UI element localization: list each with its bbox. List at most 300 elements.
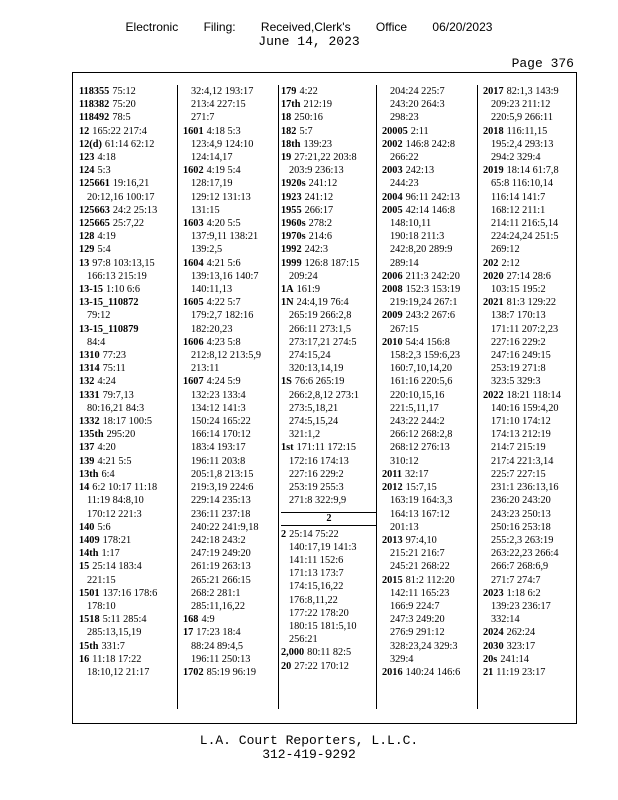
index-refs-continued: 139:13,16 140:7 [191,270,259,282]
index-refs-continued: 328:23,24 329:3 [390,640,458,652]
index-entry [79,283,175,296]
index-term: 2009 [382,310,403,322]
index-refs-continued: 265:21 266:15 [191,574,251,586]
index-entry [79,481,175,494]
index-entry [191,85,279,98]
index-refs: 262:24 [506,627,536,639]
index-refs: 171:11 172:15 [296,442,356,454]
index-refs: 2:12 [501,257,520,269]
index-refs: 19:16,21 [112,178,150,190]
index-term: 1992 [281,244,302,256]
index-refs: 75:20 [112,99,136,111]
index-term: 2006 [382,270,403,282]
index-refs-continued: 215:21 216:7 [390,548,445,560]
index-refs-continued: 137:9,11 138:21 [191,231,259,243]
index-refs: 250:16 [294,112,323,124]
index-term: 2018 [483,125,504,137]
index-refs: 161:9 [296,284,321,296]
index-refs-continued: 128:17,19 [191,178,233,190]
column-divider [177,85,178,709]
index-column-5 [483,85,579,709]
index-entry [382,574,478,587]
index-refs-continued: 140:11,13 [191,284,233,296]
index-refs: 1:18 6:2 [506,587,541,599]
index-term: 1601 [183,125,204,137]
index-refs-continued: 227:16 229:2 [289,468,344,480]
index-refs: 243:2 267:6 [405,310,456,322]
index-refs-continued: 163:19 164:3,3 [390,495,453,507]
index-entry [79,389,175,402]
index-term: 118382 [79,99,110,111]
index-entry [79,125,175,138]
index-entry [79,98,175,111]
index-term: 1518 [79,614,100,626]
index-refs-continued: 229:14 235:13 [191,495,251,507]
index-refs-continued: 139:2,5 [191,244,223,256]
index-refs: 17:23 18:4 [196,627,241,639]
index-refs-continued: 243:20 264:3 [390,99,445,111]
index-refs: 75:12 [112,86,136,97]
index-entry [79,296,175,309]
index-refs: 137:16 178:6 [102,587,158,599]
reporter-phone: 312-419-9292 [262,747,356,762]
index-refs: 5:4 [97,244,111,256]
index-refs-continued: 231:1 236:13,16 [491,482,559,494]
index-refs-continued: 209:23 211:12 [491,99,551,111]
index-refs: 4:21 5:5 [97,455,132,467]
index-refs-continued: 179:2,7 182:16 [191,310,254,322]
index-term: 1603 [183,218,204,230]
index-refs-continued: 268:12 276:13 [390,442,450,454]
index-entry [382,666,478,679]
index-refs: 61:14 62:12 [104,138,155,150]
index-refs: 15:7,15 [405,482,437,494]
index-entry [483,257,579,270]
index-refs: 4:22 [299,86,318,97]
index-entry [79,204,175,217]
index-refs-continued: 271:7 274:7 [491,574,541,586]
index-refs-continued: 168:12 211:1 [491,204,546,216]
index-refs-continued: 205:1,8 213:15 [191,468,254,480]
index-entry [281,151,377,164]
index-refs-continued: 263:22,23 266:4 [491,548,559,560]
index-refs-continued: 217:4 221:3,14 [491,455,554,467]
index-refs-continued: 268:2 281:1 [191,587,241,599]
index-entry [79,349,175,362]
index-refs-continued: 227:16 229:2 [491,336,546,348]
index-term: 20s [483,653,498,665]
index-refs: 212:19 [303,99,333,111]
index-entry [281,257,377,270]
column-divider [376,85,377,709]
index-refs-continued: 213:4 227:15 [191,99,246,111]
index-refs: 4:21 5:6 [206,257,241,269]
index-refs: 11:18 17:22 [92,653,142,665]
index-entry [79,151,175,164]
index-term: 2 [281,528,287,540]
index-refs: 242:3 [304,244,329,256]
index-refs: 4:9 [201,614,215,626]
index-refs-continued: 166:14 170:12 [191,429,251,441]
index-refs: 4:23 5:8 [206,336,241,348]
index-term: 1S [281,376,292,388]
index-refs: 27:22 170:12 [294,660,349,672]
index-refs-continued: 273:17,21 274:5 [289,336,357,348]
index-refs-continued: 274:15,24 [289,350,331,362]
index-term: 1314 [79,363,100,375]
index-refs: 178:21 [102,534,132,546]
index-refs-continued: 134:12 141:3 [191,402,246,414]
index-refs: 97:8 103:13,15 [92,257,155,269]
index-refs-continued: 214:11 216:5,14 [491,218,559,230]
index-term: 1607 [183,376,204,388]
index-entry [79,441,175,454]
index-refs-continued: 266:2,8,12 273:1 [289,389,360,401]
index-term: 1606 [183,336,204,348]
index-refs: 82:1,3 143:9 [506,86,559,97]
index-entry [483,653,579,666]
index-refs: 152:3 153:19 [405,284,461,296]
index-refs: 76:6 265:19 [294,376,345,388]
index-entry [79,560,175,573]
index-refs-continued: 261:19 263:13 [191,561,251,573]
index-entry [382,191,478,204]
index-refs: 331:7 [101,640,125,652]
index-refs-continued: 310:12 [390,455,419,467]
index-entry [79,257,175,270]
index-entry [281,191,377,204]
index-refs: 5:6 [97,521,111,533]
index-entry [281,138,377,151]
index-refs-continued: 242:8,20 289:9 [390,244,453,256]
index-refs-continued: 255:2,3 263:19 [491,534,554,546]
stamp-electronic: Electronic [125,20,179,34]
index-refs-continued: 225:7 227:15 [491,468,546,480]
index-entry [79,177,175,190]
index-term: 1332 [79,416,100,428]
index-term: 129 [79,244,95,256]
index-refs: 24:4,19 76:4 [296,297,349,309]
index-entry [483,296,579,309]
index-refs: 32:4,12 193:17 [191,86,254,97]
index-refs-continued: 220:5,9 266:11 [491,112,553,124]
index-term: 13-15_110879 [79,323,139,335]
index-refs-continued: 240:22 241:9,18 [191,521,259,533]
index-term: 1999 [281,257,302,269]
index-entry [382,534,478,547]
index-entry [183,296,279,309]
index-term: 12 [79,125,90,137]
index-entry [281,243,377,256]
index-term: 2003 [382,165,403,177]
index-entry [183,375,279,388]
index-term: 13-15_110872 [79,297,139,309]
index-term: 18 [281,112,292,124]
index-term: 1501 [79,587,100,599]
index-refs-continued: 196:11 250:13 [191,653,251,665]
index-entry [483,640,579,653]
index-term: 1409 [79,534,100,546]
index-refs: 80:11 82:5 [307,647,352,659]
index-entry [281,283,377,296]
index-term: 2015 [382,574,403,586]
index-term: 2017 [483,86,504,97]
index-refs: 4:20 5:5 [206,218,241,230]
index-column-1 [79,85,175,709]
word-index-box [72,72,577,724]
index-entry [183,666,279,679]
index-refs: 42:14 146:8 [405,204,456,216]
index-term: 1920s [281,178,306,190]
index-refs-continued: 141:11 152:6 [289,554,344,566]
index-refs-continued: 244:23 [390,178,419,190]
index-entry [281,177,377,190]
index-term: 179 [281,86,297,97]
index-refs: 75:11 [102,363,126,375]
index-entry [382,138,478,151]
index-entry [183,217,279,230]
index-entry [281,98,377,111]
letter-heading: 2 [281,512,377,526]
index-term: 13 [79,257,90,269]
index-term: 168 [183,614,199,626]
index-refs-continued: 124:14,17 [191,152,233,164]
index-refs-continued: 285:11,16,22 [191,600,245,612]
index-column-3 [281,85,377,709]
index-entry [382,481,478,494]
index-refs: 165:22 217:4 [92,125,147,137]
index-refs: 140:24 146:6 [405,666,461,678]
index-entry [79,138,175,151]
index-refs: 4:22 5:7 [206,297,241,309]
index-refs: 2:11 [410,125,429,137]
index-refs-continued: 166:13 215:19 [87,270,147,282]
index-refs: 6:2 10:17 11:18 [92,482,158,494]
index-refs: 241:14 [500,653,529,665]
index-term: 18th [281,138,301,150]
index-entry [79,164,175,177]
index-refs: 79:7,13 [102,389,134,401]
index-entry [281,660,377,673]
index-refs-continued: 285:13,15,19 [87,627,142,639]
index-refs-continued: 323:5 329:3 [491,376,541,388]
index-refs-continued: 321:1,2 [289,429,321,441]
index-entry [281,125,377,138]
index-refs-continued: 195:2,4 293:13 [491,138,554,150]
index-entry [281,85,377,98]
index-entry [183,626,279,639]
index-entry [281,441,377,454]
index-term: 2,000 [281,647,305,659]
index-refs: 1:10 6:6 [106,284,141,296]
index-refs-continued: 88:24 89:4,5 [191,640,244,652]
index-refs: 323:17 [506,640,536,652]
index-refs-continued: 276:9 291:12 [390,627,445,639]
index-term: 13-15 [79,284,104,296]
index-term: 125663 [79,204,110,216]
index-refs: 278:2 [308,218,333,230]
index-refs-continued: 138:7 170:13 [491,310,546,322]
index-refs: 5:3 [97,165,111,177]
index-refs-continued: 220:10,15,16 [390,389,445,401]
index-entry [183,257,279,270]
index-entry [281,528,377,541]
index-refs-continued: 209:24 [289,270,318,282]
index-refs-continued: 84:4 [87,336,106,348]
index-entry [281,375,377,388]
index-refs-continued: 190:18 211:3 [390,231,445,243]
index-term: 16 [79,653,90,665]
index-entry [79,587,175,600]
index-refs: 54:4 156:8 [405,336,450,348]
index-refs-continued: 269:12 [491,244,520,256]
index-entry [483,587,579,600]
index-refs-continued: 213:11 [191,363,220,375]
index-refs: 25:14 183:4 [92,561,142,573]
index-refs-continued: 129:12 131:13 [191,191,251,203]
index-term: 14 [79,482,90,494]
index-term: 1604 [183,257,204,269]
index-refs-continued: 123:4,9 124:10 [191,138,254,150]
index-entry [79,230,175,243]
index-refs-continued: 245:21 268:22 [390,561,450,573]
index-refs-continued: 219:19,24 267:1 [390,297,458,309]
index-entry [79,428,175,441]
index-term: 1st [281,442,294,454]
index-refs-continued: 174:13 212:19 [491,429,551,441]
index-term: 2019 [483,165,504,177]
index-refs-continued: 166:9 224:7 [390,600,440,612]
index-entry [79,455,175,468]
index-refs: 126:8 187:15 [304,257,360,269]
index-refs: 25:7,22 [112,218,145,230]
index-entry [382,336,478,349]
index-entry [382,309,478,322]
index-term: 14th [79,548,99,560]
index-refs-continued: 183:4 193:17 [191,442,246,454]
index-refs-continued: 214:7 215:19 [491,442,546,454]
index-entry [79,217,175,230]
index-refs-continued: 80:16,21 84:3 [87,402,145,414]
index-refs-continued: 247:19 249:20 [191,548,251,560]
index-term: 2022 [483,389,504,401]
index-refs-continued: 79:12 [87,310,111,322]
index-term: 1955 [281,204,302,216]
index-refs-continued: 274:5,15,24 [289,416,339,428]
index-refs: 146:8 242:8 [405,138,456,150]
index-entry [79,323,175,336]
index-term: 1960s [281,218,306,230]
index-refs: 6:4 [101,468,115,480]
index-term: 118492 [79,112,110,124]
index-term: 2012 [382,482,403,494]
index-entry [183,336,279,349]
stamp-date: 06/20/2023 [432,20,493,34]
index-refs: 4:19 5:4 [206,165,241,177]
index-refs-continued: 221:15 [87,574,116,586]
index-term: 128 [79,231,95,243]
index-term: 1A [281,284,294,296]
index-refs-continued: 139:23 236:17 [491,600,551,612]
index-refs-continued: 116:14 141:7 [491,191,546,203]
index-term: 2013 [382,534,403,546]
index-refs-continued: 289:14 [390,257,419,269]
index-refs: 18:21 118:14 [506,389,561,401]
index-entry [483,270,579,283]
index-refs-continued: 148:10,11 [390,218,432,230]
index-term: 2020 [483,270,504,282]
index-refs: 5:7 [299,125,313,137]
index-term: 137 [79,442,95,454]
index-entry [382,164,478,177]
page-number: Page 376 [511,56,574,71]
index-entry [281,217,377,230]
index-entry [483,125,579,138]
index-term: 15th [79,640,99,652]
index-refs-continued: 266:7 268:6,9 [491,561,549,573]
index-refs: 214:6 [308,231,333,243]
index-refs: 242:13 [405,165,435,177]
index-term: 17th [281,99,301,111]
index-term: 2030 [483,640,504,652]
index-term: 12(d) [79,138,102,150]
index-refs-continued: 247:16 249:15 [491,350,551,362]
index-refs: 27:14 28:6 [506,270,551,282]
column-divider [477,85,478,709]
index-column-2 [183,85,279,709]
index-refs-continued: 267:15 [390,323,419,335]
index-refs: 4:24 5:9 [206,376,241,388]
index-term: 20005 [382,125,408,137]
index-refs-continued: 18:10,12 21:17 [87,666,150,678]
index-term: 1970s [281,231,306,243]
index-entry [79,362,175,375]
index-refs: 266:17 [304,204,334,216]
index-term: 2010 [382,336,403,348]
index-refs: 78:5 [112,112,131,124]
index-entry [281,204,377,217]
index-entry [79,640,175,653]
index-refs: 116:11,15 [506,125,548,137]
index-refs: 81:2 112:20 [405,574,455,586]
index-refs: 211:3 242:20 [405,270,460,282]
index-refs-continued: 212:8,12 213:5,9 [191,350,262,362]
index-term: 1310 [79,350,100,362]
index-refs-continued: 221:5,11,17 [390,402,439,414]
index-refs-continued: 171:13 173:7 [289,568,344,580]
index-refs-continued: 273:5,18,21 [289,402,339,414]
index-refs-continued: 266:22 [390,152,419,164]
index-term: 2024 [483,627,504,639]
index-entry [382,468,478,481]
index-refs-continued: 160:7,10,14,20 [390,363,453,375]
index-term: 202 [483,257,499,269]
index-entry [281,230,377,243]
index-term: 140 [79,521,95,533]
index-refs: 204:24 225:7 [390,86,445,97]
index-entry [483,666,579,679]
index-refs-continued: 174:15,16,22 [289,581,344,593]
index-refs: 5:11 285:4 [102,614,147,626]
stamp-filing: Filing: [203,20,236,34]
index-refs-continued: 266:12 268:2,8 [390,429,453,441]
index-refs: 4:18 5:3 [206,125,241,137]
index-refs-continued: 172:16 174:13 [289,455,349,467]
index-entry [79,534,175,547]
index-refs-continued: 131:15 [191,204,220,216]
index-refs: 85:19 96:19 [206,666,257,678]
index-refs-continued: 142:11 165:23 [390,587,450,599]
